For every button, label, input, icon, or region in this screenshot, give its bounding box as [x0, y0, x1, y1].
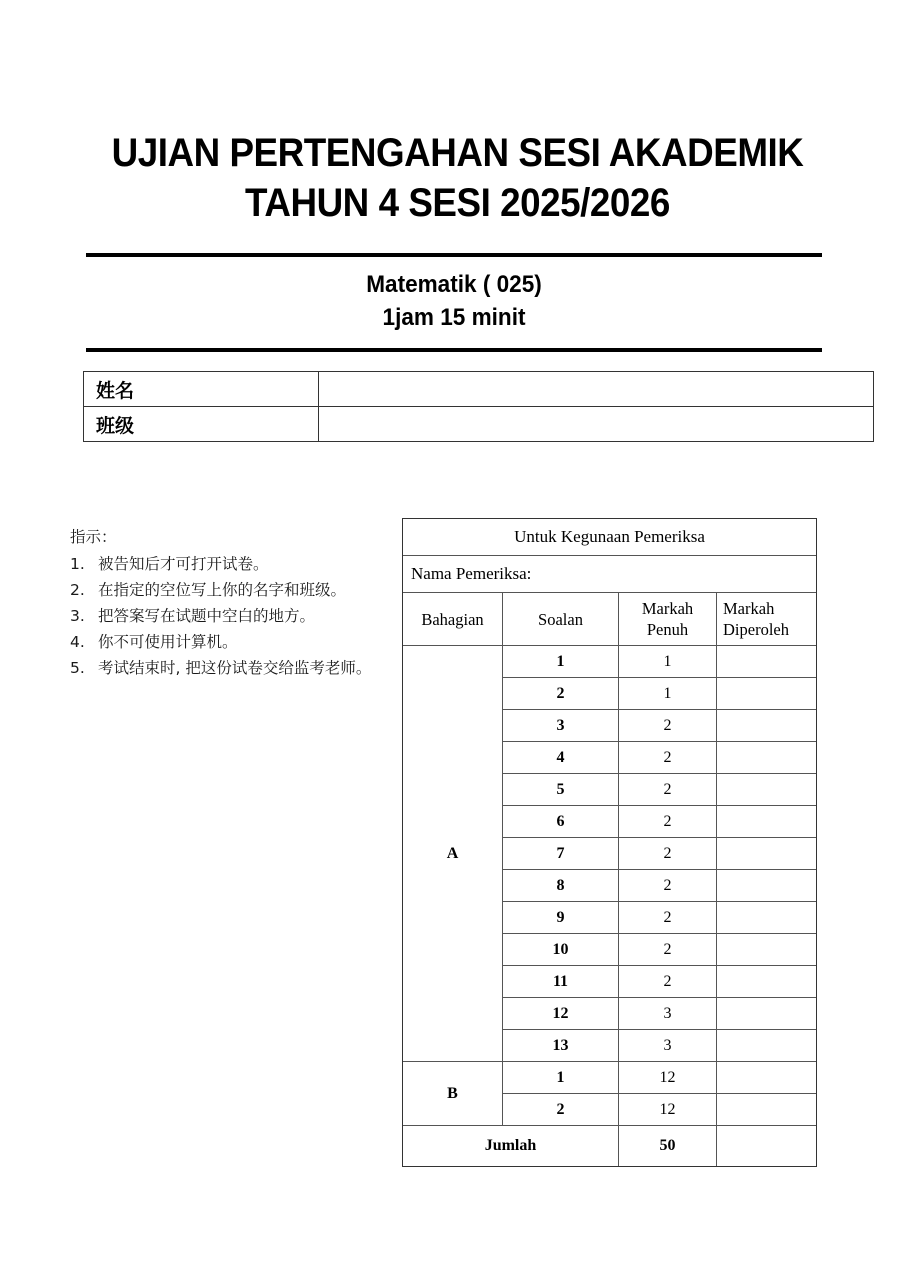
- list-item: [70, 577, 390, 603]
- column-header-soalan: Soalan: [503, 593, 619, 646]
- question-number: 6: [503, 806, 619, 838]
- marks-obtained-input[interactable]: [717, 870, 817, 902]
- section-label-a: A: [403, 646, 503, 1062]
- marks-obtained-input[interactable]: [717, 902, 817, 934]
- examiner-table-title: Untuk Kegunaan Pemeriksa: [403, 519, 817, 556]
- question-number: 3: [503, 710, 619, 742]
- full-marks: 3: [619, 998, 717, 1030]
- full-marks: 1: [619, 646, 717, 678]
- question-number: 10: [503, 934, 619, 966]
- instructions-heading: 指示：: [70, 528, 117, 546]
- instruction-text: 被告知后才可打开试卷。: [98, 555, 269, 573]
- list-item: [70, 629, 390, 655]
- full-marks: 2: [619, 966, 717, 998]
- marks-obtained-input[interactable]: [717, 966, 817, 998]
- full-marks: 2: [619, 774, 717, 806]
- marks-obtained-input[interactable]: [717, 806, 817, 838]
- total-label: Jumlah: [403, 1126, 619, 1167]
- full-marks: 12: [619, 1094, 717, 1126]
- divider-bottom: [86, 348, 822, 352]
- exam-duration: 1jam 15 minit: [382, 304, 526, 331]
- instruction-text: 你不可使用计算机。: [98, 633, 238, 651]
- marks-obtained-input[interactable]: [717, 678, 817, 710]
- marks-obtained-input[interactable]: [717, 838, 817, 870]
- table-row: [84, 372, 874, 407]
- question-number: 8: [503, 870, 619, 902]
- instruction-number: 5.: [70, 659, 85, 677]
- divider-top: [86, 253, 822, 257]
- column-header-markah-diperoleh: [717, 593, 817, 646]
- full-marks: 2: [619, 806, 717, 838]
- column-header-markah-penuh: [619, 593, 717, 646]
- list-item: [70, 551, 390, 577]
- question-number: 7: [503, 838, 619, 870]
- question-number: 4: [503, 742, 619, 774]
- full-marks: 1: [619, 678, 717, 710]
- marks-obtained-input[interactable]: [717, 646, 817, 678]
- table-total-row: [403, 1126, 817, 1167]
- title-line-2: TAHUN 4 SESI 2025/2026: [245, 181, 670, 225]
- full-marks: 2: [619, 934, 717, 966]
- instruction-number: 1.: [70, 555, 85, 573]
- list-item: [70, 603, 390, 629]
- full-marks: 3: [619, 1030, 717, 1062]
- question-number: 2: [503, 678, 619, 710]
- full-marks: 2: [619, 742, 717, 774]
- marks-obtained-input[interactable]: [717, 774, 817, 806]
- marks-obtained-input[interactable]: [717, 998, 817, 1030]
- question-number: 1: [503, 646, 619, 678]
- table-row: [403, 556, 817, 593]
- instruction-number: 2.: [70, 581, 85, 599]
- instruction-text: 把答案写在试题中空白的地方。: [98, 607, 316, 625]
- list-item: [70, 655, 390, 681]
- total-full-marks: 50: [619, 1126, 717, 1167]
- subject-block: [86, 268, 822, 334]
- marks-obtained-input[interactable]: [717, 710, 817, 742]
- question-number: 9: [503, 902, 619, 934]
- examiner-marks-table: [402, 518, 817, 1167]
- full-marks: 2: [619, 870, 717, 902]
- question-number: 5: [503, 774, 619, 806]
- instructions-block: [70, 524, 390, 681]
- identity-table: [83, 371, 874, 442]
- marks-obtained-input[interactable]: [717, 1030, 817, 1062]
- column-header-bahagian: Bahagian: [403, 593, 503, 646]
- markah-penuh-line-1: Markah: [641, 599, 694, 618]
- table-row: [84, 407, 874, 442]
- table-row: [403, 646, 817, 678]
- title-line-1: UJIAN PERTENGAHAN SESI AKADEMIK: [111, 131, 804, 175]
- question-number: 2: [503, 1094, 619, 1126]
- marks-obtained-input[interactable]: [717, 1062, 817, 1094]
- instruction-number: 3.: [70, 607, 85, 625]
- marks-obtained-input[interactable]: [717, 742, 817, 774]
- full-marks: 12: [619, 1062, 717, 1094]
- table-row: [403, 1062, 817, 1094]
- full-marks: 2: [619, 902, 717, 934]
- examiner-name-field[interactable]: Nama Pemeriksa:: [403, 556, 817, 593]
- full-marks: 2: [619, 838, 717, 870]
- question-number: 1: [503, 1062, 619, 1094]
- class-label: 班级: [84, 407, 319, 442]
- name-label: 姓名: [84, 372, 319, 407]
- markah-penuh-line-2: Penuh: [646, 620, 689, 639]
- name-input[interactable]: [319, 372, 874, 407]
- question-number: 13: [503, 1030, 619, 1062]
- question-number: 12: [503, 998, 619, 1030]
- instruction-number: 4.: [70, 633, 85, 651]
- table-row: [403, 519, 817, 556]
- instruction-text: 考试结束时, 把这份试卷交给监考老师。: [98, 659, 372, 677]
- class-input[interactable]: [319, 407, 874, 442]
- instruction-text: 在指定的空位写上你的名字和班级。: [98, 581, 347, 599]
- question-number: 11: [503, 966, 619, 998]
- total-marks-obtained-input[interactable]: [717, 1126, 817, 1167]
- markah-diperoleh-line-2: Diperoleh: [723, 620, 789, 639]
- marks-obtained-input[interactable]: [717, 934, 817, 966]
- table-header-row: [403, 593, 817, 646]
- page-title: [0, 128, 915, 228]
- section-label-b: B: [403, 1062, 503, 1126]
- marks-obtained-input[interactable]: [717, 1094, 817, 1126]
- instructions-list: [70, 551, 390, 681]
- full-marks: 2: [619, 710, 717, 742]
- subject-name: Matematik ( 025): [366, 271, 542, 298]
- markah-diperoleh-line-1: Markah: [723, 599, 775, 618]
